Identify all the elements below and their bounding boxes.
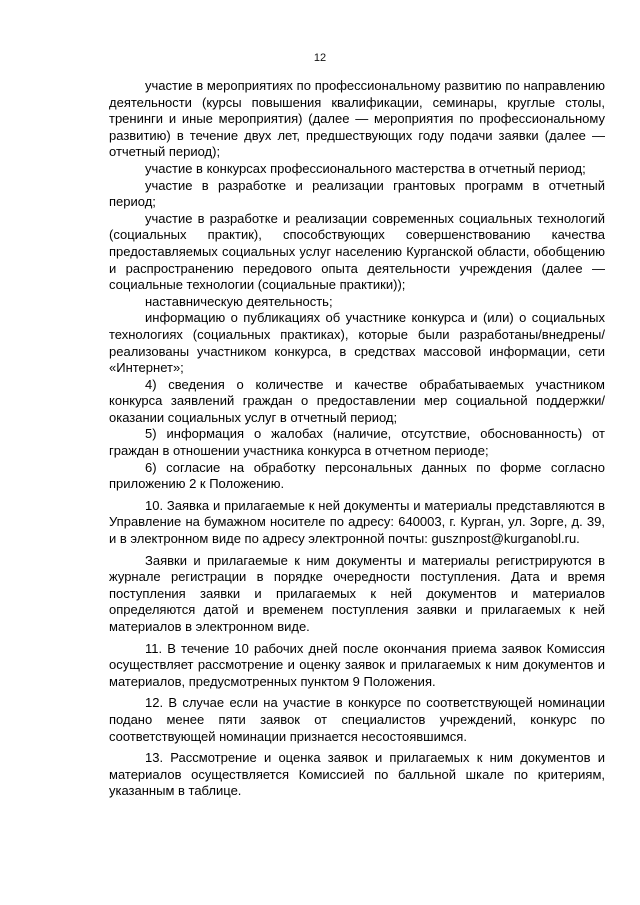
paragraph-clause-10: 10. Заявка и прилагаемые к ней документы и материалы представляются в Управление на бумажном носителе по адресу: 640003, г. Курган, ул. Зорге, д. 39, и в электронном виде по адресу электронной почты: gusznpost@kurganobl.ru.: [109, 497, 605, 547]
paragraph-clause-12: 12. В случае если на участие в конкурсе по соответствующей номинации подано менее пяти заявок от специалистов учреждений, конкурс по соответствующей номинации признается несостоявшимся.: [109, 695, 605, 744]
paragraph-item-4-applications: 4) сведения о количестве и качестве обрабатываемых участником конкурса заявлений граждан о предоставлении мер социальной поддержки/оказании социальных услуг в отчетный период;: [109, 376, 605, 425]
paragraph-clause-11: 11. В течение 10 рабочих дней после окончания приема заявок Комиссия осуществляет рассмотрение и оценку заявок и прилагаемых к ним документов и материалов, предусмотренных пунктом 9 Положения.: [109, 640, 605, 689]
page-number: 12: [313, 52, 327, 64]
paragraph-item-6-consent: 6) согласие на обработку персональных данных по форме согласно приложению 2 к Положению.: [109, 459, 605, 492]
paragraph-clause-13: 13. Рассмотрение и оценка заявок и прилагаемых к ним документов и материалов осуществляется Комиссией по балльной шкале по критериям, указанным в таблице.: [109, 750, 605, 799]
paragraph-registration: Заявки и прилагаемые к ним документы и материалы регистрируются в журнале регистрации в порядке очередности поступления. Дата и время поступления заявки и прилагаемых к ней документов и материалов определяются датой и временем поступления заявки и прилагаемых к ней материалов в электронном виде.: [109, 552, 605, 634]
paragraph-professional-development: участие в мероприятиях по профессиональному развитию по направлению деятельности (курсы повышения квалификации, семинары, круглые столы, тренинги и иные мероприятия) (далее — мероприятия по профессиональному развитию) в течение двух лет, предшествующих году подачи заявки (далее — отчетный период);: [109, 78, 605, 160]
paragraph-publications: информацию о публикациях об участнике конкурса и (или) о социальных технологиях (социальных практиках), которые были разработаны/внедрены/реализованы участником конкурса, в средствах массовой информации, сети «Интернет»;: [109, 310, 605, 376]
paragraph-skill-contests: участие в конкурсах профессионального мастерства в отчетный период;: [145, 160, 586, 176]
document-body: [109, 78, 605, 800]
paragraph-grant-programs: участие в разработке и реализации грантовых программ в отчетный период;: [109, 177, 605, 210]
paragraph-mentoring: наставническую деятельность;: [145, 293, 333, 309]
paragraph-social-technologies: участие в разработке и реализации современных социальных технологий (социальных практик), способствующих совершенствованию качества предоставляемых социальных услуг населению Курганской области, обобщению и распространению передового опыта деятельности учреждения (далее — социальные технологии (социальные практики));: [109, 210, 605, 293]
paragraph-item-5-complaints: 5) информация о жалобах (наличие, отсутствие, обоснованность) от граждан в отношении участника конкурса в отчетном периоде;: [109, 426, 605, 459]
